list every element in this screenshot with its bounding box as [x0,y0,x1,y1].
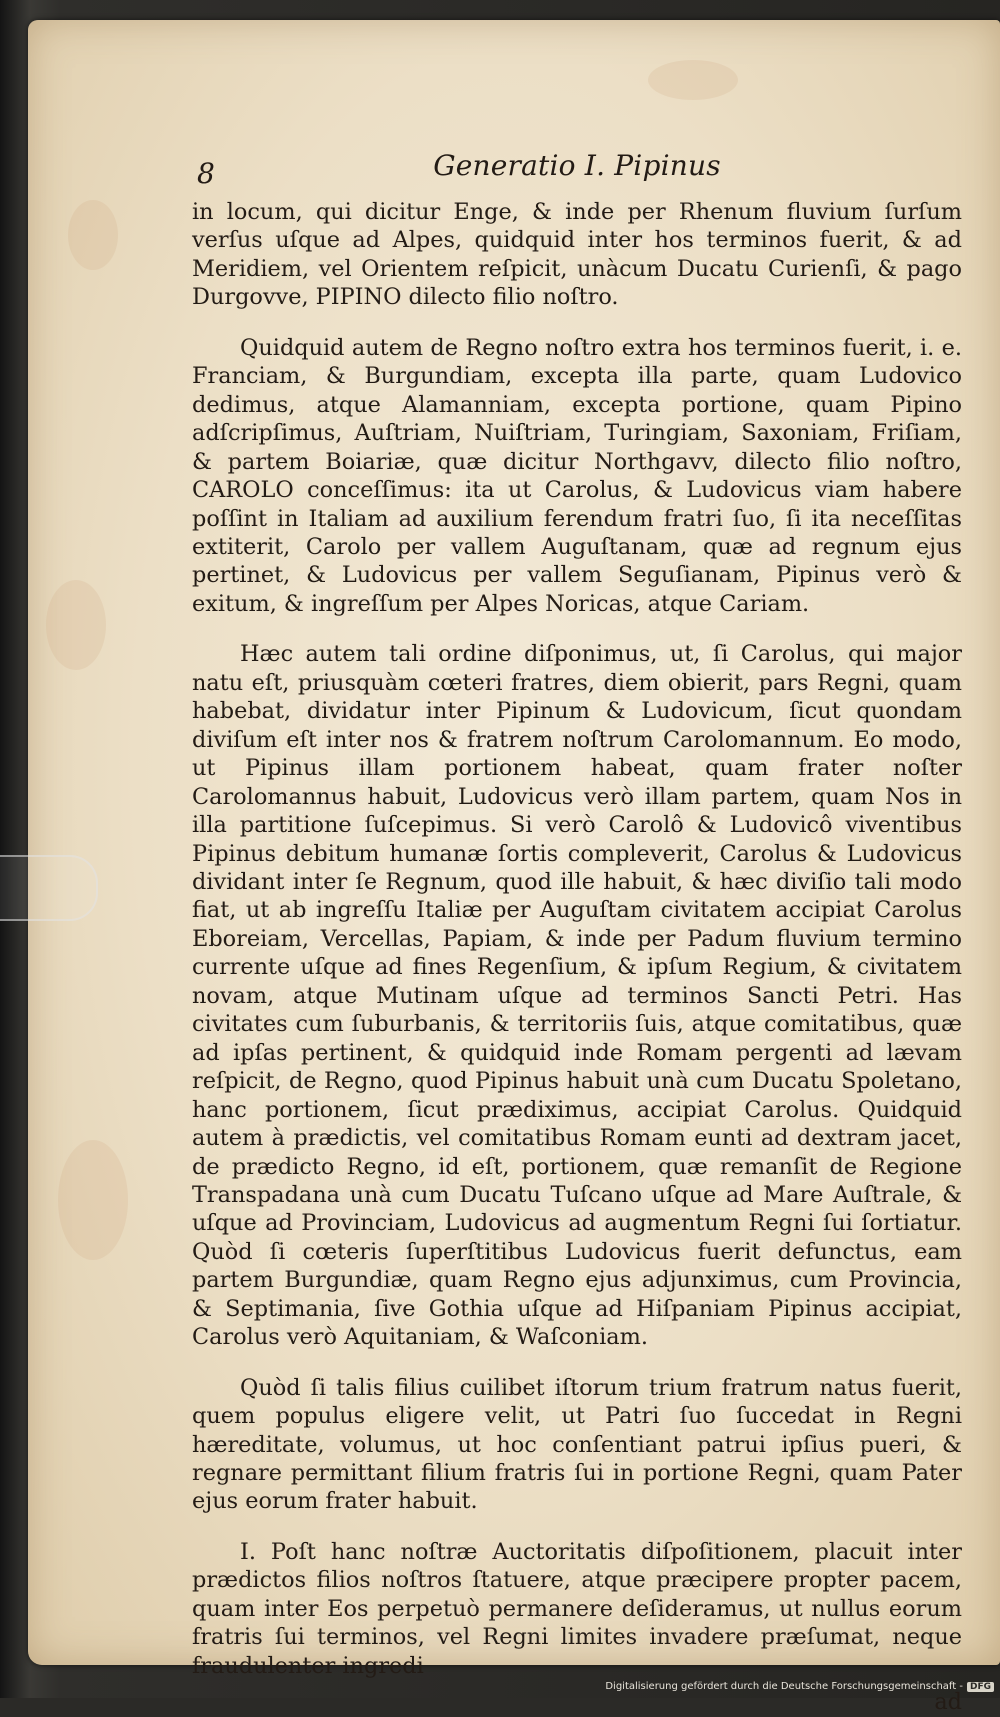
paper-stain [68,200,118,270]
page-number: 8 [197,157,215,190]
paragraph: in locum, qui dicitur Enge, & inde per Rhenum fluvium ſurſum verſus uſque ad Alpes, quidquid inter hos terminos fuerit, & ad Meridiem, vel Orientem reſpicit, unàcum Ducatu Curienſi, & pago Durgovve, PIPINO dilecto filio noſtro. [192,199,962,311]
paragraph: Hæc autem tali ordine diſponimus, ut, ſi Carolus, qui major natu eſt, priusquàm cœteri fratres, diem obierit, pars Regni, quam habebat, dividatur inter Pipinum & Ludovicum, ſicut quondam diviſum eſt inter nos & fratrem noſtrum Carolomannum. Eo modo, ut Pipinus illam portionem habeat, quam frater noſter Carolomannus habuit, Ludovicus verò illam partem, quam Nos in illa partitione ſuſcepimus. Si verò Carolô & Ludovicô viventibus Pipinus debitum humanæ ſortis compleverit, Carolus & Ludovicus dividant inter ſe Regnum, quod ille habuit, & hæc diviſio tali modo fiat, ut ab ingreſſu Italiæ per Auguſtam civitatem accipiat Carolus Eboreiam, Vercellas, Papiam, & inde per Padum fluvium termino currente uſque ad fines Regenſium, & ipſum Regium, & civitatem novam, atque Mutinam uſque ad terminos Sancti Petri. Has civitates cum ſuburbanis, & territoriis ſuis, atque comitatibus, quæ ad ipſas pertinent, & quidquid inde Romam pergenti ad lævam reſpicit, de Regno, quod Pipinus habuit unà cum Ducatu Spoletano, hanc portionem, ſicut prædiximus, accipiat Carolus. Quidquid autem à prædictis, vel comitatibus Romam eunti ad dextram jacet, de prædicto Regno, id eſt, portionem, quæ remanſit de Regione Transpadana unà cum Ducatu Tuſcano uſque ad Mare Auſtrale, & uſque ad Provinciam, Ludovicus ad augmentum Regni ſui ſortiatur. Quòd ſi cœteris ſuperſtitibus Ludovicus fuerit defunctus, eam partem Burgundiæ, quam Regno ejus adjunximus, cum Provincia, & Septimania, ſive Gothia uſque ad Hiſpaniam Pipinus accipiat, Carolus verò Aquitaniam, & Waſconiam. [192,641,962,1351]
digitization-credit [605,1681,994,1692]
paragraph: Quòd ſi talis filius cuilibet iſtorum trium fratrum natus fuerit, quem populus eligere velit, ut Patri ſuo ſuccedat in Regni hæreditate, volumus, ut hoc conſentiant patrui ipſius pueri, & regnare permittant filium fratris ſui in portione Regni, quam Pater ejus eorum frater habuit. [192,1374,962,1515]
catchword: ad [934,1689,962,1716]
paragraph: I. Poſt hanc noſtræ Auctoritatis diſpoſitionem, placuit inter prædictos filios noſtros ſtatuere, atque præcipere propter pacem, quam inter Eos perpetuò permanere deſideramus, ut nullus eorum fratris ſui terminos, vel Regni limites invadere præſumat, neque fraudulenter ingredi [192,1538,962,1679]
paper-stain [648,60,738,100]
credit-text: Digitalisierung gefördert durch die Deutsche Forschungsgemeinschaft - [605,1681,963,1692]
paper-stain [58,1140,128,1260]
page-title: Generatio I. Pipinus [433,149,721,182]
page-clip [0,855,98,921]
dfg-logo-icon: DFG [967,1682,994,1692]
paper-stain [46,580,106,670]
page-text [192,148,962,1717]
running-head [192,148,962,196]
paragraph: Quidquid autem de Regno noſtro extra hos terminos fuerit, i. e. Franciam, & Burgundiam, excepta illa parte, quam Ludovico dedimus, atque Alamanniam, excepta portione, quam Pipino adſcripſimus, Auſtriam, Nuiſtriam, Turingiam, Saxoniam, Friſiam, & partem Boiariæ, quæ dicitur Northgavv, dilecto filio noſtro, CAROLO conceſſimus: ita ut Carolus, & Ludovicus viam habere poſſint in Italiam ad auxilium ferendum fratri ſuo, ſi ita neceſſitas extiterit, Carolo per vallem Auguſtanam, quæ ad regnum ejus pertinet, & Ludovicus per vallem Seguſianam, Pipinus verò & exitum, & ingreſſum per Alpes Noricas, atque Cariam. [192,334,962,617]
